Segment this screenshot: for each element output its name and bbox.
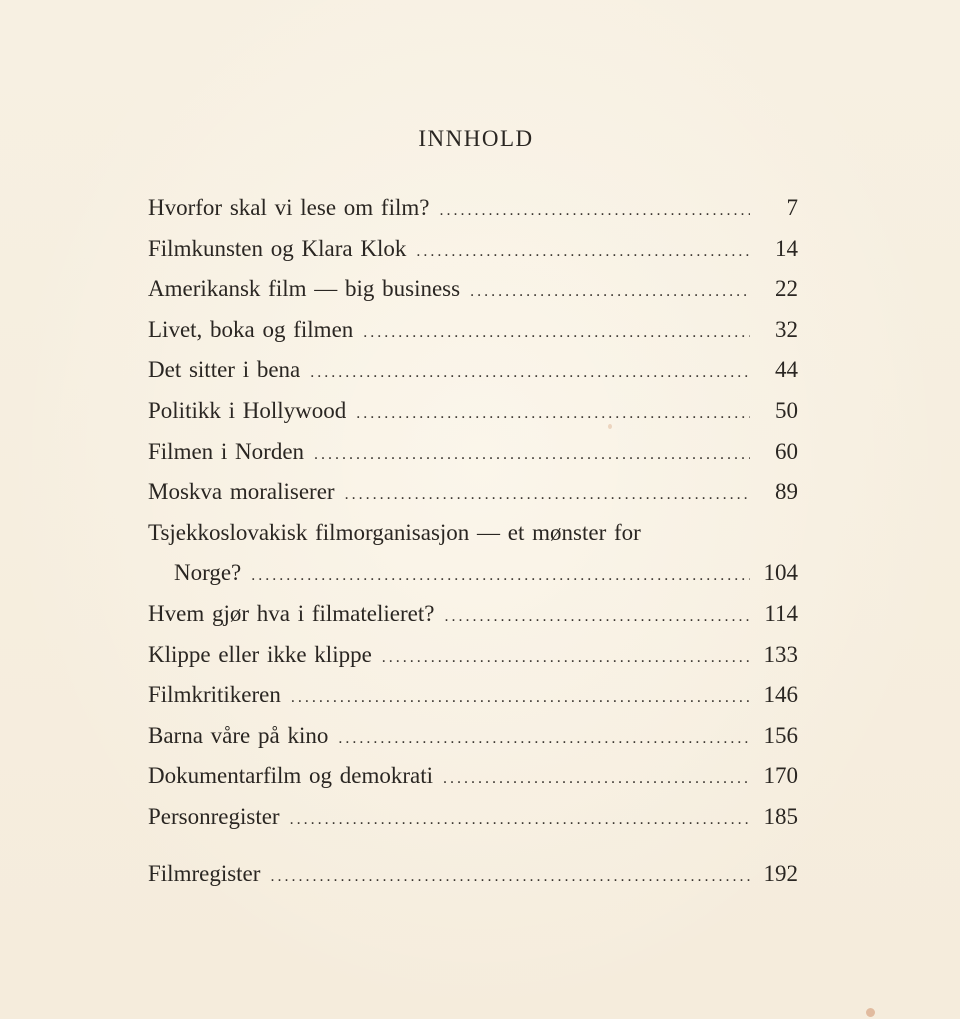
toc-entry-page: 146 [763, 682, 798, 708]
toc-entry [148, 797, 798, 838]
toc-entry-page: 22 [775, 276, 798, 302]
toc-entry [148, 310, 798, 351]
toc-entry-page: 133 [763, 641, 798, 667]
paper-speck [866, 1008, 875, 1017]
paper-speck [608, 424, 612, 429]
toc-entry-title: Hvorfor skal vi lese om film? [148, 195, 430, 220]
toc-entry-page: 50 [775, 397, 798, 423]
dot-leader [444, 597, 750, 638]
toc-entry-page: 104 [763, 560, 798, 586]
dot-leader [310, 353, 750, 394]
toc-entry [148, 594, 798, 635]
dot-leader [382, 638, 750, 679]
dot-leader [291, 678, 750, 719]
dot-leader [345, 475, 750, 516]
toc-entry-title: Filmkunsten og Klara Klok [148, 235, 407, 261]
toc-entry [148, 716, 798, 757]
page-title: INNHOLD [418, 126, 534, 151]
toc-entry-title: Barna våre på kino [148, 722, 329, 748]
toc-entry-page: 7 [786, 195, 798, 220]
toc-entry [148, 432, 798, 473]
toc-entry [148, 675, 798, 716]
toc-entry-page: 44 [775, 357, 798, 383]
toc-entry-title: Moskva moraliserer [148, 479, 335, 505]
toc-entry [148, 350, 798, 391]
toc-entry [148, 391, 798, 432]
toc-entry-page: 60 [775, 438, 798, 464]
toc-entry-title: Livet, boka og filmen [148, 316, 354, 342]
toc-entry [148, 854, 798, 895]
toc-entry [148, 635, 798, 676]
toc-entry-page: 185 [763, 803, 798, 829]
toc-entry-title: Klippe eller ikke klippe [148, 641, 372, 667]
toc-entry-page: 14 [775, 235, 798, 261]
dot-leader [270, 857, 750, 898]
dot-leader [314, 435, 750, 476]
dot-leader [470, 272, 750, 313]
toc-entry [148, 513, 798, 594]
toc-entry-page: 192 [763, 860, 798, 886]
toc-entry-title: Politikk i Hollywood [148, 397, 347, 423]
toc-entry-title: Dokumentarfilm og demokrati [148, 763, 434, 789]
dot-leader [338, 719, 750, 760]
toc-entry-page: 32 [775, 316, 798, 342]
toc-entry-title: Tsjekkoslovakisk filmorganisasjon — et mønster for [148, 519, 641, 545]
dot-leader [416, 232, 750, 273]
toc-entry [148, 269, 798, 310]
toc-entry-page: 114 [764, 600, 798, 626]
toc-entry-title: Amerikansk film — big business [148, 276, 461, 302]
dot-leader [356, 394, 750, 435]
toc-entry [148, 472, 798, 513]
toc-entry-page: 170 [763, 763, 798, 789]
dot-leader [443, 759, 750, 800]
toc-entry-title: Det sitter i bena [148, 357, 301, 383]
toc-entry [148, 756, 798, 797]
toc-entry-title-continued: Norge? [174, 560, 242, 586]
dot-leader [363, 313, 750, 354]
toc-entry-page: 156 [763, 722, 798, 748]
dot-leader [439, 191, 750, 232]
toc-entry-title: Filmregister [148, 860, 261, 886]
dot-leader [251, 556, 750, 597]
toc-entry-title: Personregister [148, 803, 280, 829]
toc-entry [148, 229, 798, 270]
toc-entry-title: Hvem gjør hva i filmatelieret? [148, 600, 435, 626]
table-of-contents [148, 188, 798, 894]
toc-entry-page: 89 [775, 479, 798, 505]
dot-leader [290, 800, 750, 841]
toc-entry-title: Filmen i Norden [148, 438, 305, 464]
toc-entry-title: Filmkritikeren [148, 682, 281, 708]
toc-entry [148, 188, 798, 229]
